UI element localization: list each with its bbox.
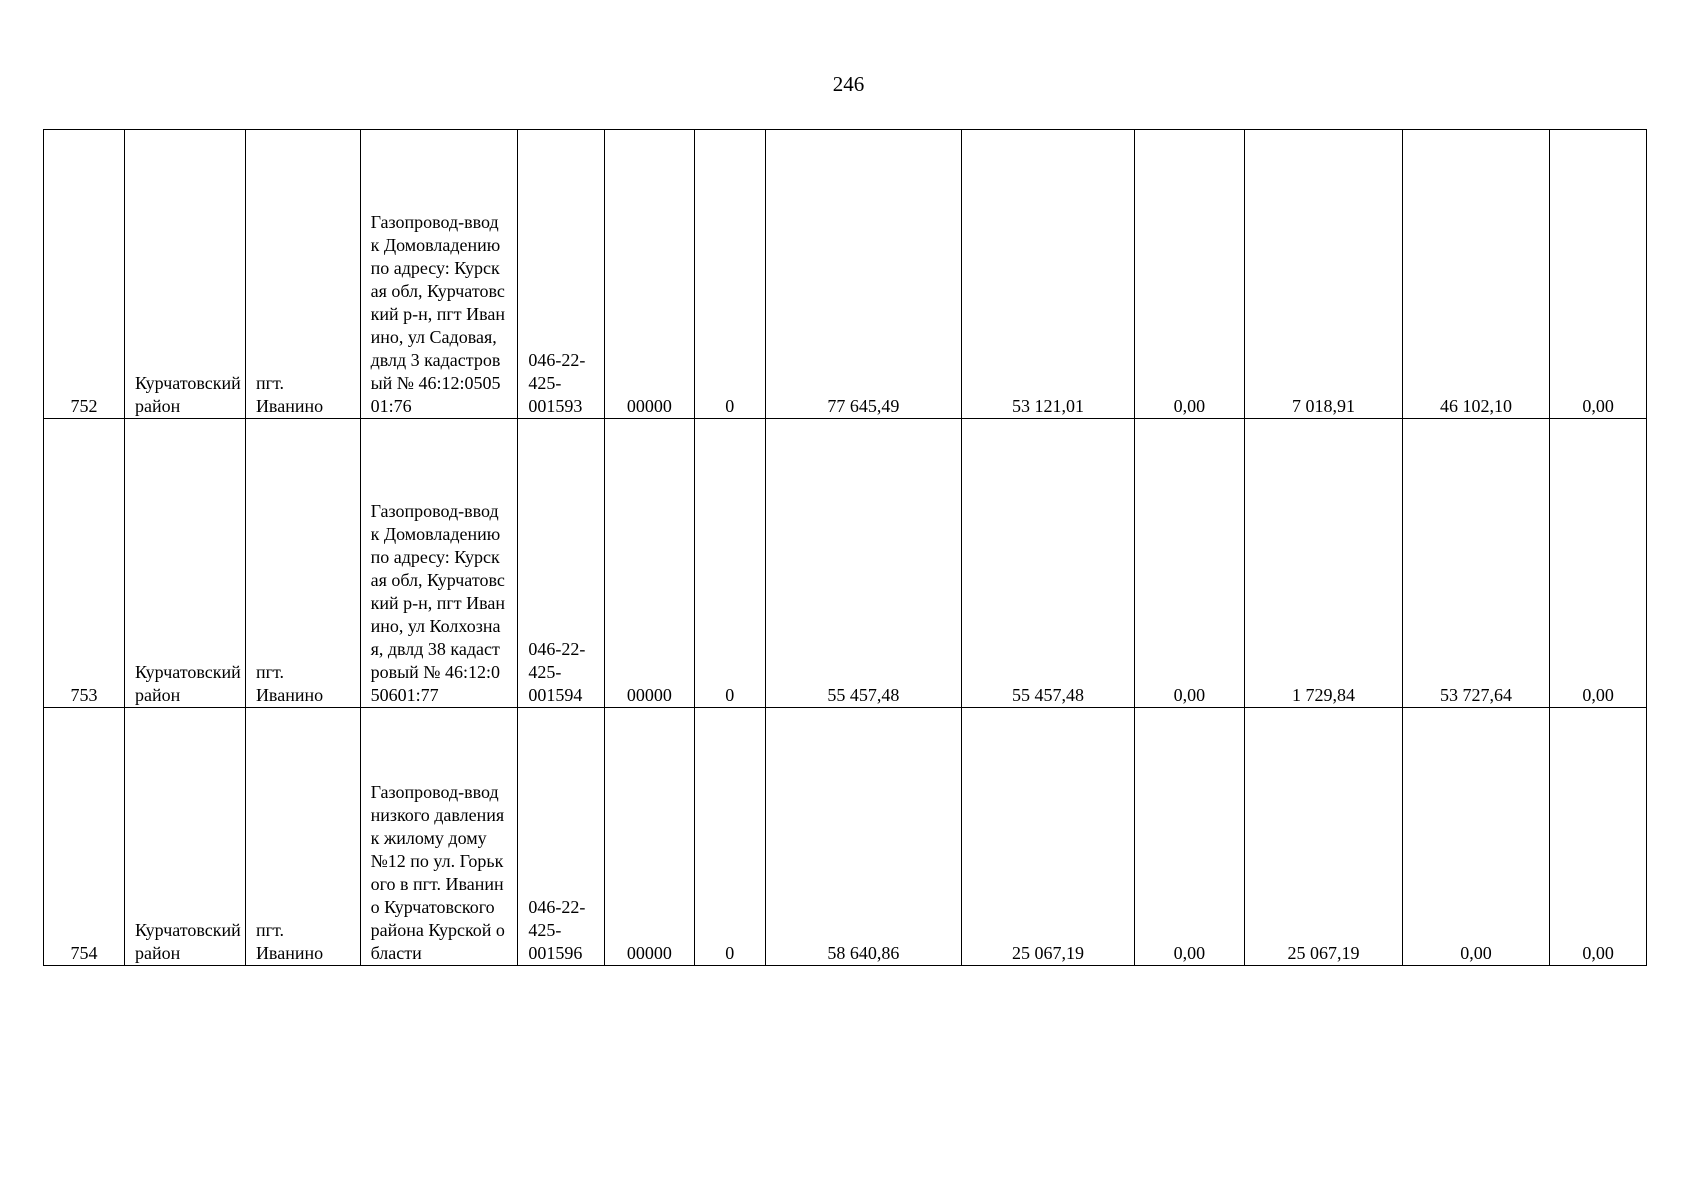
- value-cell-5: 0,00: [1402, 708, 1549, 966]
- district-cell: Курчатовский район: [124, 419, 245, 708]
- value-cell-4: 25 067,19: [1245, 708, 1403, 966]
- table-row: [44, 130, 1647, 419]
- description-text: Газопровод-ввод к Домовладению по адресу: Курская обл, Курчатовский р-н, пгт Иванино, ул Колхозная, двлд 38 кадастровый № 46:12:050601:77: [370, 501, 505, 705]
- description-cell: [360, 419, 518, 708]
- code-cell: 00000: [604, 130, 694, 419]
- zero-cell: 0: [695, 708, 765, 966]
- value-cell-5: 53 727,64: [1402, 419, 1549, 708]
- code-cell: 00000: [604, 708, 694, 966]
- value-cell-1: 58 640,86: [765, 708, 962, 966]
- value-cell-6: 0,00: [1550, 708, 1647, 966]
- district-cell: Курчатовский район: [124, 708, 245, 966]
- table-row: [44, 419, 1647, 708]
- value-cell-3: 0,00: [1134, 708, 1244, 966]
- row-number: 752: [44, 130, 125, 419]
- table-row: [44, 708, 1647, 966]
- value-cell-2: 55 457,48: [962, 419, 1135, 708]
- settlement-cell: пгт. Иванино: [245, 419, 360, 708]
- value-cell-6: 0,00: [1550, 130, 1647, 419]
- value-cell-2: 25 067,19: [962, 708, 1135, 966]
- zero-cell: 0: [695, 130, 765, 419]
- value-cell-5: 46 102,10: [1402, 130, 1549, 419]
- page-number: 246: [832, 72, 865, 96]
- row-number: 753: [44, 419, 125, 708]
- value-cell-2: 53 121,01: [962, 130, 1135, 419]
- settlement-cell: пгт. Иванино: [245, 708, 360, 966]
- registry-table: [43, 129, 1647, 966]
- inventory-number-cell: 046-22-425-001594: [518, 419, 604, 708]
- zero-cell: 0: [695, 419, 765, 708]
- value-cell-4: 1 729,84: [1245, 419, 1403, 708]
- inventory-number-cell: 046-22-425-001593: [518, 130, 604, 419]
- value-cell-3: 0,00: [1134, 130, 1244, 419]
- value-cell-4: 7 018,91: [1245, 130, 1403, 419]
- value-cell-1: 55 457,48: [765, 419, 962, 708]
- settlement-cell: пгт. Иванино: [245, 130, 360, 419]
- inventory-number-cell: 046-22-425-001596: [518, 708, 604, 966]
- row-number: 754: [44, 708, 125, 966]
- value-cell-1: 77 645,49: [765, 130, 962, 419]
- description-cell: [360, 708, 518, 966]
- value-cell-6: 0,00: [1550, 419, 1647, 708]
- district-cell: Курчатовский район: [124, 130, 245, 419]
- description-cell: [360, 130, 518, 419]
- value-cell-3: 0,00: [1134, 419, 1244, 708]
- description-text: Газопровод-ввод к Домовладению по адресу: Курская обл, Курчатовский р-н, пгт Иванино, ул Садовая, двлд 3 кадастровый № 46:12:050501:76: [370, 212, 505, 416]
- code-cell: 00000: [604, 419, 694, 708]
- description-text: Газопровод-ввод низкого давления к жилому дому №12 по ул. Горького в пгт. Иванино Курчатовского района Курской области: [370, 782, 505, 963]
